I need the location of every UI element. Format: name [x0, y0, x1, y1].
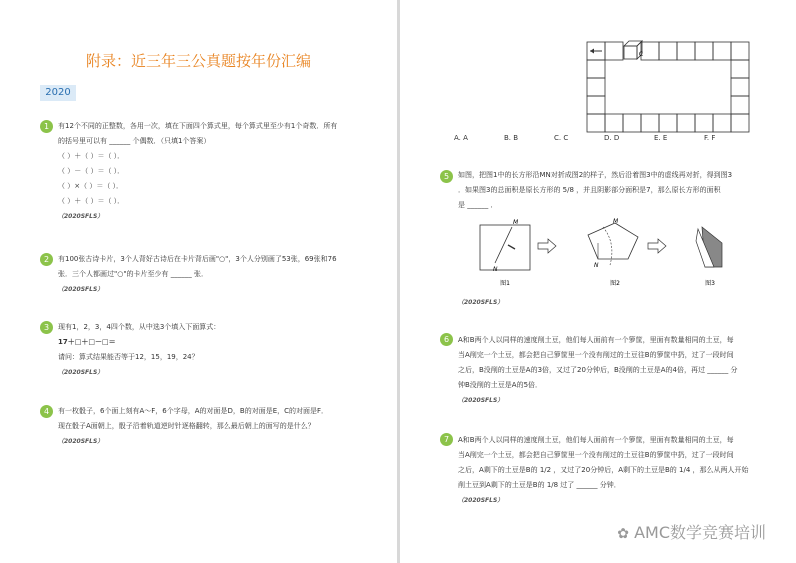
wechat-icon: ✿ [617, 526, 629, 542]
question-text: 现在骰子A面朝上，骰子沿着轨道逆时针逐格翻转，那么最后朝上的面写的是什么？ [58, 422, 315, 430]
label-n: N [493, 266, 498, 273]
question-text: 是 ______ ． [458, 201, 498, 209]
question-text: A和B两个人以同样的速度削土豆，他们每人面前有一个箩筐，里面有数量相同的土豆，每 [458, 336, 734, 344]
question-text: 削土豆到A剩下的土豆是B的 1/8 过了 ______ 分钟． [458, 481, 621, 489]
blank-equation: （ ）×（ ）＝（ ）． [58, 182, 124, 190]
option-b: B. B [504, 134, 519, 142]
source-tag: （2020SFLS） [458, 299, 504, 306]
dice-track-figure [400, 0, 796, 135]
question-number: 1 [40, 120, 53, 133]
question-text: 现有1，2，3，4四个数，从中选3个填入下面算式： [58, 323, 221, 331]
figure-3-label: 图3 [705, 280, 715, 287]
option-e: E. E [654, 134, 668, 142]
option-d: D. D [604, 134, 620, 142]
question-number: 2 [40, 253, 53, 266]
question-text: 之后，B没削的土豆是A的3倍，又过了20分钟后，B没削的土豆是A的4倍，再过 ______ 分 [458, 366, 738, 374]
watermark-text: AMC数学竞赛培训 [634, 523, 766, 542]
question-text: A和B两个人以同样的速度削土豆，他们每人面前有一个箩筐，里面有数量相同的土豆，每 [458, 436, 734, 444]
arrow-left-icon [590, 49, 602, 54]
equation: 17＋□＋□－□＝ [58, 338, 116, 346]
figure-2-label: 图2 [610, 280, 620, 287]
question-text: 张．三个人都画过"○"的卡片至少有 ______ 张． [58, 270, 208, 278]
left-page [0, 0, 397, 563]
die-label: C [638, 51, 644, 58]
source-tag: （2020SFLS） [58, 213, 104, 220]
question-text: 当A削完一个土豆，都会把自己箩筐里一个没有削过的土豆往B的箩筐中扔，过了一段时间 [458, 351, 734, 359]
arrow-right-icon [538, 239, 556, 253]
label-m: M [613, 218, 619, 225]
question-number: 3 [40, 321, 53, 334]
label-m: M [513, 219, 519, 226]
question-number: 7 [440, 433, 453, 446]
source-tag: （2020SFLS） [458, 397, 504, 404]
question-text: 如图，把图1中的长方形沿MN对折成图2的样子，然后沿着图3中的虚线再对折，得到图3 [458, 171, 733, 179]
question-number: 6 [440, 333, 453, 346]
option-c: C. C [554, 134, 569, 142]
blank-equation: （ ）－（ ）＝（ ）． [58, 167, 125, 175]
folding-figure [470, 215, 790, 295]
arrow-right-icon [648, 239, 666, 253]
question-text: 的括号里可以有 ______ 个偶数．（只填1个答案） [58, 137, 211, 145]
question-text: 请问：算式结果能否等于12，15，19，24？ [58, 353, 199, 361]
question-text: 当A削完一个土豆，都会把自己箩筐里一个没有削过的土豆往B的箩筐中扔，过了一段时间 [458, 451, 734, 459]
option-f: F. F [704, 134, 716, 142]
year-label: 2020 [40, 85, 76, 101]
question-text: 有100张古诗卡片，3个人背好古诗后在卡片背后画"○"，3个人分别画了53张，69张和76 [58, 255, 337, 263]
question-text: 钟B没削的土豆是A的5倍． [458, 381, 543, 389]
source-tag: （2020SFLS） [458, 497, 504, 504]
question-text: 有12个不同的正整数，各用一次，填在下面四个算式里，每个算式里至少有1个奇数．所有 [58, 122, 338, 130]
label-n: N [594, 262, 599, 269]
figure-1-label: 图1 [500, 280, 510, 287]
question-text: ．如果图3的总面积是原长方形的 5/8 ，并且阴影部分面积是7，那么原长方形的面积 [458, 186, 721, 194]
watermark [617, 520, 766, 543]
question-text: 有一枚骰子，6个面上刻有A～F，6个字母，A的对面是D，B的对面是E，C的对面是F． [58, 407, 329, 415]
question-number: 5 [440, 170, 453, 183]
question-text: 之后，A剩下的土豆是B的 1/2 ，又过了20分钟后，A剩下的土豆是B的 1/4 ，那么从两人开始 [458, 466, 749, 474]
source-tag: （2020SFLS） [58, 369, 104, 376]
blank-equation: （ ）＋（ ）＝（ ）． [58, 152, 125, 160]
source-tag: （2020SFLS） [58, 438, 104, 445]
source-tag: （2020SFLS） [58, 286, 104, 293]
page-title: 附录：近三年三公真题按年份汇编 [85, 52, 311, 70]
option-a: A. A [454, 134, 468, 142]
right-page [400, 0, 796, 563]
question-number: 4 [40, 405, 53, 418]
blank-equation: （ ）＋（ ）＝（ ）． [58, 197, 125, 205]
